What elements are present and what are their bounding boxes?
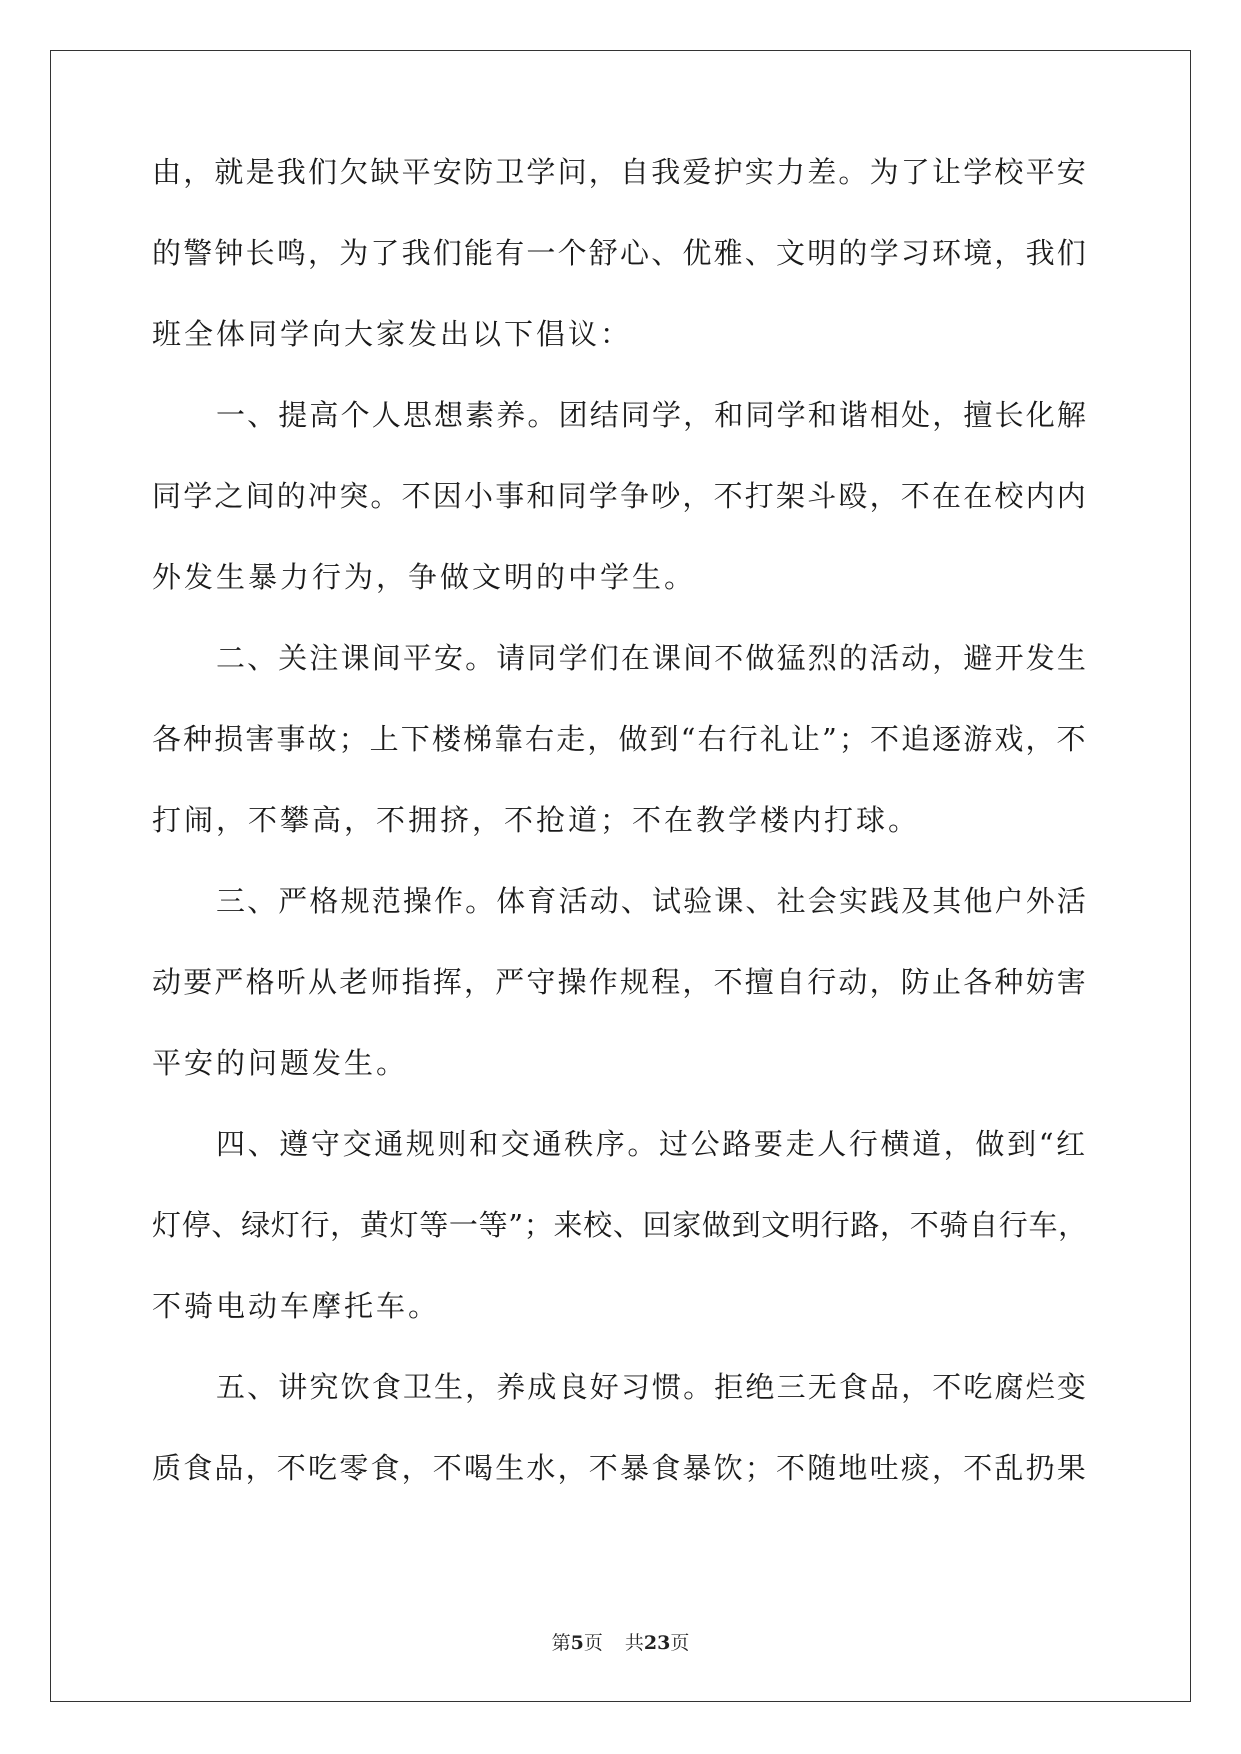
page-prefix: 第 (551, 1632, 571, 1654)
text-line: 的警钟长鸣，为了我们能有一个舒心、优雅、文明的学习环境，我们 (152, 236, 1089, 270)
text-line: 不骑电动车摩托车。 (152, 1289, 441, 1323)
total-pages: 23 (643, 1632, 671, 1654)
text-line: 各种损害事故；上下楼梯靠右走，做到“右行礼让”；不追逐游戏，不 (152, 722, 1088, 756)
document-text (152, 132, 1088, 1509)
text-line: 质食品，不吃零食，不喝生水，不暴食暴饮；不随地吐痰，不乱扔果 (152, 1451, 1089, 1485)
text-line: 灯停、绿灯行，黄灯等一等”；来校、回家做到文明行路，不骑自行车， (152, 1208, 1088, 1242)
text-line: 同学之间的冲突。不因小事和同学争吵，不打架斗殴，不在在校内内 (152, 479, 1089, 513)
total-suffix: 页 (670, 1632, 690, 1654)
text-line: 班全体同学向大家发出以下倡议： (152, 317, 633, 351)
page-suffix: 页 (583, 1632, 603, 1654)
text-line: 三、严格规范操作。体育活动、试验课、社会实践及其他户外活 (216, 884, 1089, 918)
text-line: 由，就是我们欠缺平安防卫学问，自我爱护实力差。为了让学校平安 (152, 155, 1089, 189)
text-line: 平安的问题发生。 (152, 1046, 409, 1080)
page-number: 5 (570, 1632, 584, 1654)
page-footer (0, 1628, 1241, 1655)
text-line: 五、讲究饮食卫生，养成良好习惯。拒绝三无食品，不吃腐烂变 (216, 1370, 1089, 1404)
text-line: 四、遵守交通规则和交通秩序。过公路要走人行横道，做到“红 (216, 1127, 1088, 1161)
document-body (152, 132, 1088, 1509)
total-prefix: 共 (624, 1632, 644, 1654)
text-line: 二、关注课间平安。请同学们在课间不做猛烈的活动，避开发生 (216, 641, 1089, 675)
text-line: 动要严格听从老师指挥，严守操作规程，不擅自行动，防止各种妨害 (152, 965, 1089, 999)
text-line: 打闹，不攀高，不拥挤，不抢道；不在教学楼内打球。 (152, 803, 921, 837)
text-line: 一、提高个人思想素养。团结同学，和同学和谐相处，擅长化解 (216, 398, 1089, 432)
text-line: 外发生暴力行为，争做文明的中学生。 (152, 560, 697, 594)
